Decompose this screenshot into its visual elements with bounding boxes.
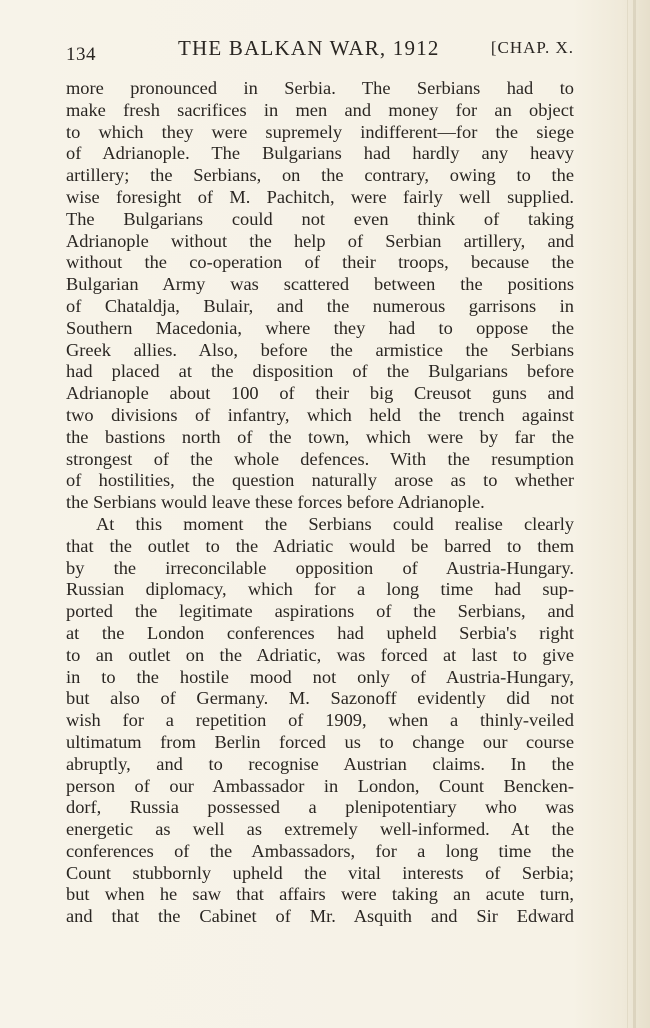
- text-line: wise foresight of M. Pachitch, were fairly well supplied.: [66, 186, 574, 207]
- page-edge-line: [627, 0, 628, 1028]
- text-line: The Bulgarians could not even think of taking: [66, 208, 574, 229]
- text-line: Southern Macedonia, where they had to oppose the: [66, 317, 574, 338]
- body-text: [66, 78, 574, 928]
- text-line: wish for a repetition of 1909, when a thinly-veiled: [66, 710, 574, 731]
- text-line: but when he saw that affairs were taking an acute turn,: [66, 884, 574, 905]
- text-line: artillery; the Serbians, on the contrary, owing to the: [66, 165, 574, 186]
- text-line: to which they were supremely indifferent—for the siege: [66, 121, 574, 142]
- text-line: person of our Ambassador in London, Count Bencken-: [66, 775, 574, 796]
- text-line: strongest of the whole defences. With the resumption: [66, 448, 574, 469]
- text-line: two divisions of infantry, which held the trench against: [66, 404, 574, 425]
- text-line: that the outlet to the Adriatic would be barred to them: [66, 535, 574, 556]
- text-line: ultimatum from Berlin forced us to change our course: [66, 731, 574, 752]
- page-edge-shadow: [633, 0, 636, 1028]
- text-line: make fresh sacrifices in men and money for an object: [66, 99, 574, 120]
- text-line: Russian diplomacy, which for a long time had sup-: [66, 579, 574, 600]
- text-line: and that the Cabinet of Mr. Asquith and Sir Edward: [66, 906, 574, 927]
- text-line: but also of Germany. M. Sazonoff evidently did not: [66, 688, 574, 709]
- text-line: at the London conferences had upheld Serbia's right: [66, 622, 574, 643]
- page-number: 134: [66, 44, 96, 65]
- chapter-reference: [CHAP. X.: [490, 38, 574, 57]
- text-line: of hostilities, the question naturally arose as to whether: [66, 470, 574, 491]
- text-line: Greek allies. Also, before the armistice the Serbians: [66, 339, 574, 360]
- running-header: [66, 36, 574, 66]
- text-line: by the irreconcilable opposition of Austria-Hungary.: [66, 557, 574, 578]
- text-line: more pronounced in Serbia. The Serbians had to: [66, 78, 574, 98]
- text-line: to an outlet on the Adriatic, was forced at last to give: [66, 644, 574, 665]
- text-line: conferences of the Ambassadors, for a long time the: [66, 840, 574, 861]
- text-line: Adrianople about 100 of their big Creusot guns and: [66, 383, 574, 404]
- text-line: of Chataldja, Bulair, and the numerous garrisons in: [66, 295, 574, 316]
- text-line: the Serbians would leave these forces before Adrianople.: [66, 492, 485, 513]
- text-line: Count stubbornly upheld the vital interests of Serbia;: [66, 862, 574, 883]
- running-title: THE BALKAN WAR, 1912: [178, 36, 440, 60]
- text-line: Adrianople without the help of Serbian artillery, and: [66, 230, 574, 251]
- text-line: abruptly, and to recognise Austrian claims. In the: [66, 753, 574, 774]
- text-line: of Adrianople. The Bulgarians had hardly any heavy: [66, 143, 574, 164]
- text-line: in to the hostile mood not only of Austria-Hungary,: [66, 666, 574, 687]
- text-line: without the co-operation of their troops, because the: [66, 252, 574, 273]
- text-line: ported the legitimate aspirations of the Serbians, and: [66, 601, 574, 622]
- text-line: At this moment the Serbians could realise clearly: [96, 513, 574, 534]
- text-line: dorf, Russia possessed a plenipotentiary who was: [66, 797, 574, 818]
- text-line: had placed at the disposition of the Bulgarians before: [66, 361, 574, 382]
- text-line: energetic as well as extremely well-informed. At the: [66, 819, 574, 840]
- text-line: the bastions north of the town, which were by far the: [66, 426, 574, 447]
- text-line: Bulgarian Army was scattered between the positions: [66, 274, 574, 295]
